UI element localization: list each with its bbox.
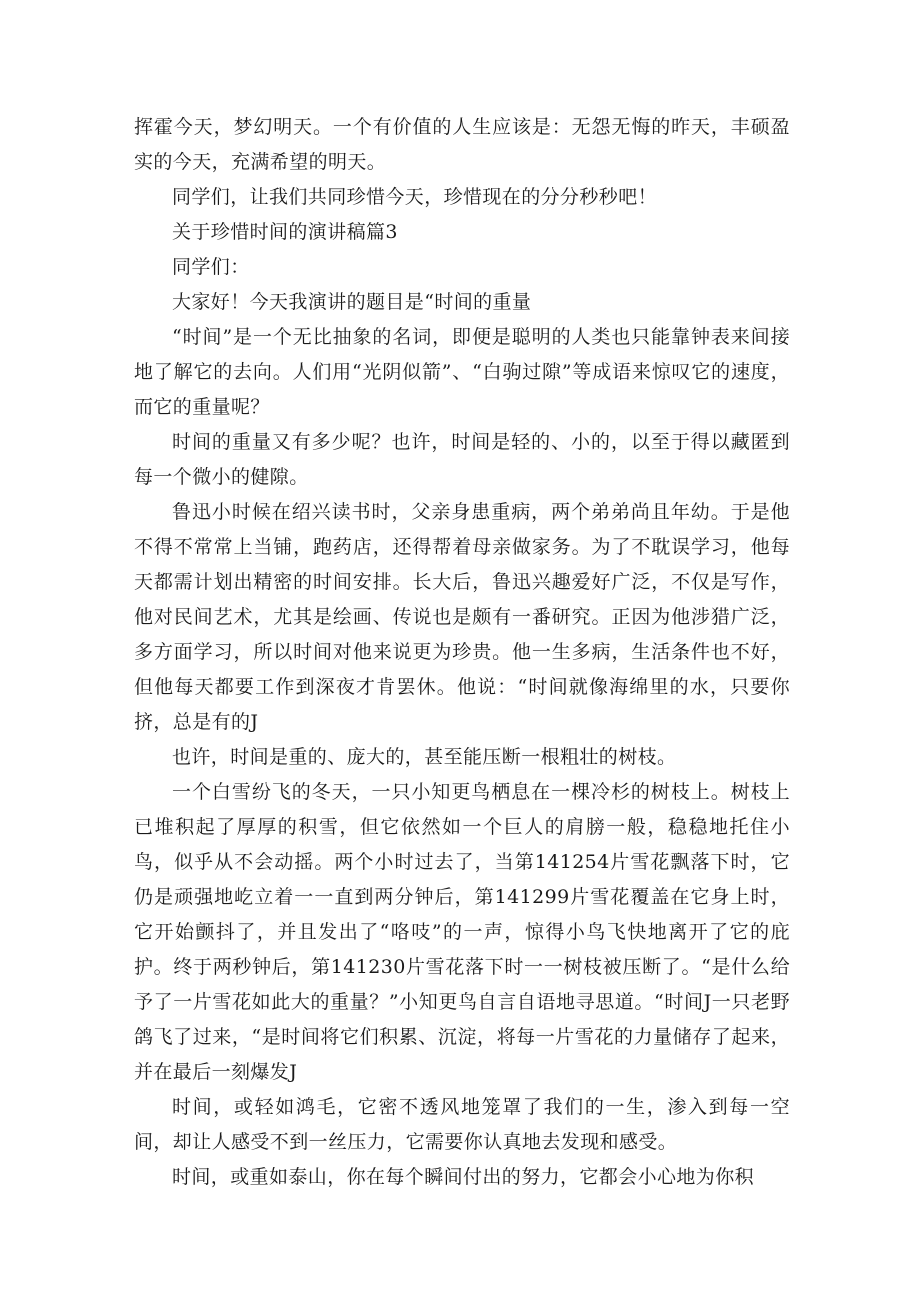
salutation: 同学们： [172, 256, 250, 278]
paragraph-11: 时间，或轻如鸿毛，它密不透风地笼罩了我们的一生，渗入到每一空间，却让人感受不到一丝压力，它需要你认真地去发现和感受。 [134, 1096, 790, 1153]
paragraph-8: 鲁迅小时候在绍兴读书时，父亲身患重病，两个弟弟尚且年幼。于是他不得不常常上当铺，跑药店，还得帮着母亲做家务。为了不耽误学习，他每天都需计划出精密的时间安排。长大后，鲁迅兴趣爱好广泛，不仅是写作，他对民间艺术，尤其是绘画、传说也是颇有一番研究。正因为他涉猎广泛，多方面学习，所以时间对他来说更为珍贵。他一生多病，生活条件也不好，但他每天都要工作到深夜才肯罢休。他说：“时间就像海绵里的水，只要你挤，总是有的J [134, 501, 790, 733]
document-body [134, 110, 790, 1195]
paragraph-6: “时间”是一个无比抽象的名词，即便是聪明的人类也只能靠钟表来间接地了解它的去向。人们用“光阴似箭”、“白驹过隙”等成语来惊叹它的速度，而它的重量呢？ [134, 326, 790, 418]
paragraph-2: 同学们，让我们共同珍惜今天，珍惜现在的分分秒秒吧！ [172, 186, 658, 208]
paragraph-7: 时间的重量又有多少呢？也许，时间是轻的、小的，以至于得以藏匿到每一个微小的健隙。 [134, 431, 790, 488]
section-heading: 关于珍惜时间的演讲稿篇3 [172, 221, 398, 243]
paragraph-10: 一个白雪纷飞的冬天，一只小知更鸟栖息在一棵冷杉的树枝上。树枝上已堆积起了厚厚的积雪，但它依然如一个巨人的肩膀一般，稳稳地托住小鸟，似乎从不会动摇。两个小时过去了，当第141254片雪花飘落下时，它仍是顽强地屹立着一一直到两分钟后，第141299片雪花覆盖在它身上时，它开始颤抖了，并且发出了“咯吱”的一声，惊得小鸟飞快地离开了它的庇护。终于两秒钟后，第141230片雪花落下时一一树枝被压断了。“是什么给予了一片雪花如此大的重量？”小知更鸟自言自语地寻思道。“时间J一只老野鸽飞了过来，“是时间将它们积累、沉淀，将每一片雪花的力量储存了起来，并在最后一刻爆发J [134, 781, 790, 1083]
paragraph-1: 挥霍今天，梦幻明天。一个有价值的人生应该是：无怨无悔的昨天，丰硕盈实的今天，充满希望的明天。 [134, 116, 790, 173]
paragraph-12: 时间，或重如泰山，你在每个瞬间付出的努力，它都会小心地为你积 [172, 1166, 755, 1188]
paragraph-9: 也许，时间是重的、庞大的，甚至能压断一根粗壮的树枝。 [172, 746, 677, 768]
greeting: 大家好！今天我演讲的题目是“时间的重量 [172, 291, 532, 313]
